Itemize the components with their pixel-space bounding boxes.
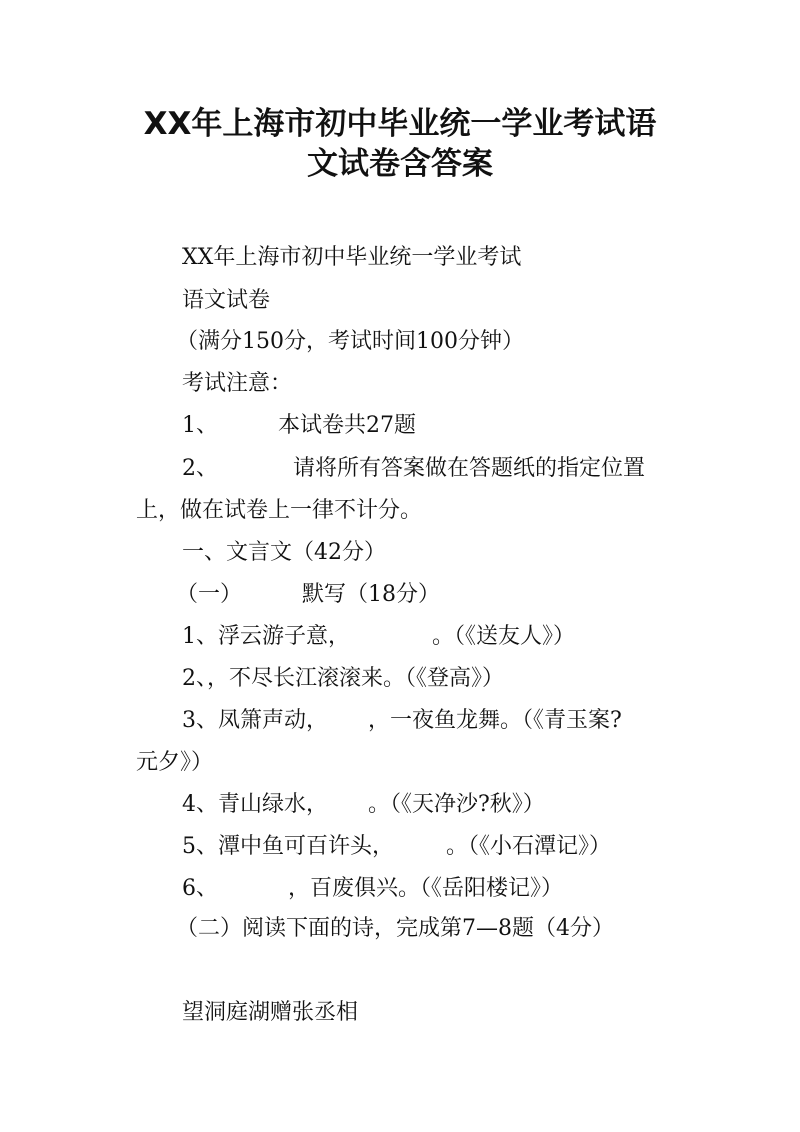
question-3 [182,706,622,736]
part-1-text: 默写（18分） [302,582,441,607]
notice-item-2-continued: 上，做在试卷上一律不计分。 [136,498,423,523]
notice-item-1-number: 1、 [182,413,218,438]
part-1-heading [176,580,440,610]
section-1-heading: 一、文言文（42分） [182,540,386,565]
document-title-line-1: XX年上海市初中毕业统一学业考试语 [143,106,657,142]
notice-item-2-number: 2、 [182,456,218,481]
poem-title: 望洞庭湖赠张丞相 [182,1000,359,1025]
document-title-line-2: 文试卷含答案 [307,146,493,182]
question-4-first: 4、青山绿水， [182,792,328,817]
notice-item-2 [182,454,645,484]
exam-header-line-2: 语文试卷 [182,288,271,313]
question-1-first: 1、浮云游子意， [182,624,350,649]
question-4 [182,790,545,820]
question-2: 2、，不尽长江滚滚来。（《登高》） [182,666,504,691]
question-3-continued: 元夕》） [136,750,214,775]
question-1 [182,622,575,652]
question-6-second: ，百废俱兴。（《岳阳楼记》） [288,876,564,901]
part-2-heading: （二）阅读下面的诗，完成第7—8题（4分） [176,916,614,941]
question-5-first: 5、潭中鱼可百许头， [182,834,394,859]
part-1-number: （一） [176,582,243,607]
question-5-second: 。（《小石潭记》） [446,834,612,859]
question-4-second: 。（《天净沙?秋》） [368,792,545,817]
question-1-second: 。（《送友人》） [432,624,576,649]
question-3-second: ，一夜鱼龙舞。（《青玉案? [368,708,622,733]
question-5 [182,832,611,862]
notice-item-2-text: 请将所有答案做在答题纸的指定位置 [293,456,646,481]
question-6-first: 6、 [182,876,218,901]
notice-item-1 [182,411,416,441]
question-6 [182,874,563,904]
score-info: （满分150分，考试时间100分钟） [176,329,524,354]
notice-heading: 考试注意： [182,371,293,396]
notice-item-1-text: 本试卷共27题 [278,413,416,438]
question-3-first: 3、凤箫声动， [182,708,328,733]
exam-header-line-1: XX年上海市初中毕业统一学业考试 [182,245,522,270]
